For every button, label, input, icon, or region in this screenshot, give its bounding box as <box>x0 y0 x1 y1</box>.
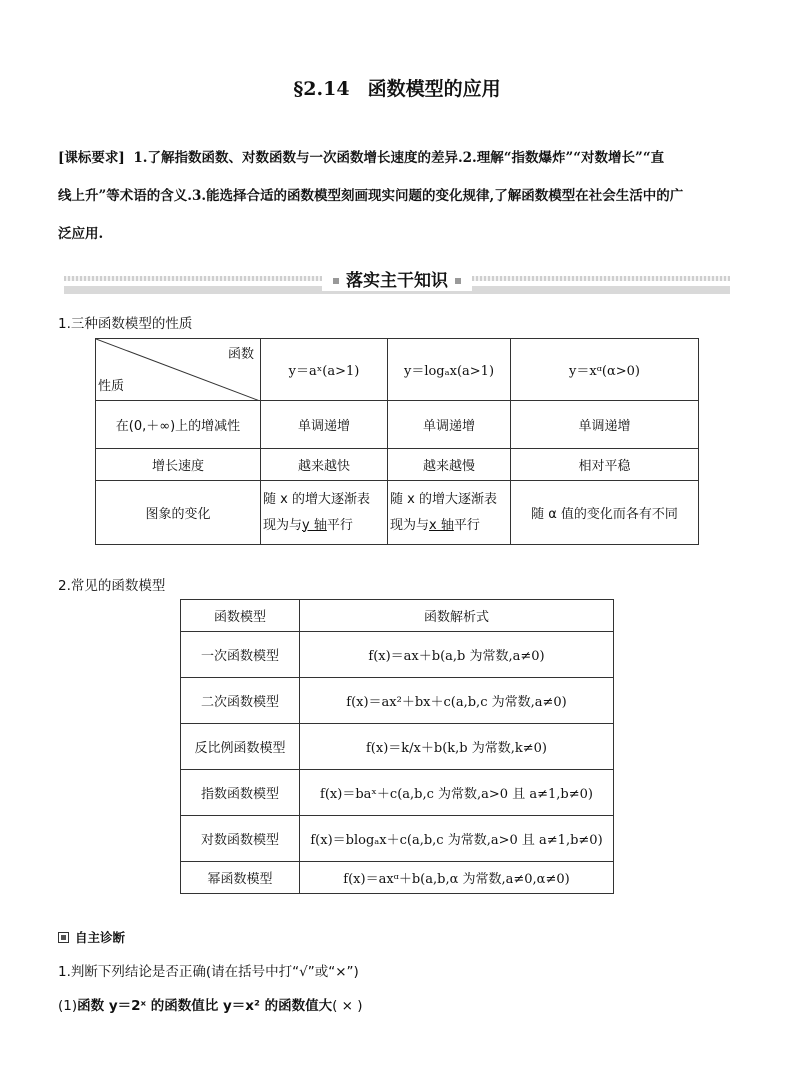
requirements-line-2 <box>58 184 738 204</box>
table-row <box>96 481 699 545</box>
title-text: 函数模型的应用 <box>367 78 501 100</box>
part2-heading: 2.常见的函数模型 <box>58 578 166 594</box>
table-cell: 越来越快 <box>261 449 388 481</box>
column-exponential: y＝aˣ(a>1) <box>261 339 388 401</box>
cell-text: 随 x 的增大逐渐表 <box>263 491 370 507</box>
table-row <box>181 770 614 816</box>
model-formula: f(x)＝k/x＋b(k,b 为常数,k≠0) <box>300 724 614 770</box>
table-row <box>181 862 614 894</box>
table-cell: 单调递增 <box>388 401 511 449</box>
requirements-line-1 <box>58 146 738 166</box>
table-row <box>181 724 614 770</box>
table-cell: 相对平稳 <box>511 449 699 481</box>
model-formula: f(x)＝ax²＋bx＋c(a,b,c 为常数,a≠0) <box>300 678 614 724</box>
row-label: 图象的变化 <box>96 481 261 545</box>
section-number: §2.14 <box>293 78 350 100</box>
table-cell: 越来越慢 <box>388 449 511 481</box>
table-row <box>181 678 614 724</box>
table-row <box>181 816 614 862</box>
question-1-1 <box>58 994 363 1014</box>
table-cell <box>388 481 511 545</box>
part1-heading: 1.三种函数模型的性质 <box>58 316 193 332</box>
page-title <box>0 74 794 101</box>
cell-underlined: x 轴 <box>429 517 454 533</box>
table-cell: 单调递增 <box>261 401 388 449</box>
section-title: 落实主干知识 <box>342 271 452 291</box>
three-models-table <box>95 338 699 545</box>
question-answer: ( × ) <box>332 998 363 1014</box>
requirements-tag: [课标要求] <box>58 150 125 166</box>
header-formula: 函数解析式 <box>300 600 614 632</box>
model-name: 对数函数模型 <box>181 816 300 862</box>
table-row <box>181 632 614 678</box>
column-logarithmic: y＝logₐx(a>1) <box>388 339 511 401</box>
banner-right-square-icon <box>455 278 461 284</box>
question-1: 1.判断下列结论是否正确(请在括号中打“√”或“×”) <box>58 964 359 980</box>
requirements-line-3 <box>58 222 738 242</box>
table-cell <box>261 481 388 545</box>
question-number: (1) <box>58 998 78 1014</box>
section-banner <box>64 264 730 296</box>
table-row <box>96 401 699 449</box>
requirements-text-1: 1.了解指数函数、对数函数与一次函数增长速度的差异.2.理解“指数爆炸”“对数增长”“直 <box>133 150 665 166</box>
cell-text: 平行 <box>453 517 480 533</box>
model-name: 一次函数模型 <box>181 632 300 678</box>
table-diagonal-header <box>96 339 261 401</box>
row-label: 在(0,＋∞)上的增减性 <box>96 401 261 449</box>
model-name: 幂函数模型 <box>181 862 300 894</box>
table-cell: 随 α 值的变化而各有不同 <box>511 481 699 545</box>
header-func-label: 函数 <box>227 347 254 362</box>
self-diagnosis-label: 自主诊断 <box>75 930 126 945</box>
header-model: 函数模型 <box>181 600 300 632</box>
cell-text: 平行 <box>326 517 353 533</box>
requirements-text-3: 泛应用. <box>58 226 104 242</box>
self-diagnosis-heading <box>58 928 125 946</box>
model-name: 反比例函数模型 <box>181 724 300 770</box>
cell-text: 现为与 <box>390 517 430 533</box>
table-row <box>96 449 699 481</box>
square-bullet-icon <box>58 932 69 943</box>
cell-underlined: y 轴 <box>302 517 327 533</box>
banner-left-square-icon <box>333 278 339 284</box>
header-prop-label: 性质 <box>98 379 125 394</box>
cell-text: 现为与 <box>263 517 303 533</box>
model-formula: f(x)＝axᵅ＋b(a,b,α 为常数,a≠0,α≠0) <box>300 862 614 894</box>
model-formula: f(x)＝baˣ＋c(a,b,c 为常数,a>0 且 a≠1,b≠0) <box>300 770 614 816</box>
question-text: 函数 y＝2ˣ 的函数值比 y＝x² 的函数值大 <box>77 998 333 1014</box>
model-name: 指数函数模型 <box>181 770 300 816</box>
model-name: 二次函数模型 <box>181 678 300 724</box>
cell-text: 随 x 的增大逐渐表 <box>390 491 497 507</box>
column-power: y＝xᵅ(α>0) <box>511 339 699 401</box>
row-label: 增长速度 <box>96 449 261 481</box>
model-formula: f(x)＝ax＋b(a,b 为常数,a≠0) <box>300 632 614 678</box>
model-formula: f(x)＝blogₐx＋c(a,b,c 为常数,a>0 且 a≠1,b≠0) <box>300 816 614 862</box>
table-cell: 单调递增 <box>511 401 699 449</box>
requirements-text-2: 线上升”等术语的含义.3.能选择合适的函数模型刻画现实问题的变化规律,了解函数模型在社会生活中的广 <box>58 188 684 204</box>
common-models-table <box>180 599 614 894</box>
